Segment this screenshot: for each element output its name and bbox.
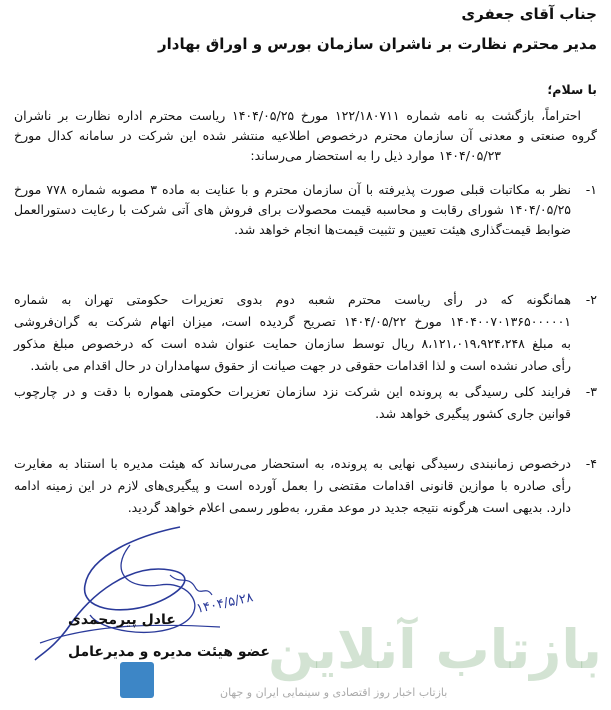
intro-line-1: احتراماً، بازگشت به نامه شماره ۱۲۲/۱۸۰۷۱۱ مورخ ۱۴۰۴/۰۵/۲۵ ریاست محترم اداره نظارت بر ناشران — [14, 108, 581, 123]
item-line: قوانین جاری کشور پیگیری خواهد شد. — [375, 406, 571, 421]
intro-line-3: ۱۴۰۴/۰۵/۲۳ موارد ذیل را به استحضار می‌رساند: — [250, 148, 501, 163]
item-line: رأی صادره با موازین قانونی اقدامات مقتضی را بعمل آورده است و پیگیری‌های لازم در این زمینه ادامه — [14, 478, 571, 493]
item-line: ۱۴۰۴۰۰۷۰۱۳۶۵۰۰۰۰۰۱ مورخ ۱۴۰۴/۰۵/۲۲ تصریح گردیده است، میزان اتهام شرکت به گران‌فروشی — [14, 314, 571, 329]
signer-title: عضو هیئت مدیره و مدیرعامل — [68, 644, 270, 660]
item-number: ۳- — [585, 384, 597, 399]
item-number: ۲- — [585, 292, 597, 307]
item-line: به مبلغ ۸،۱۲۱،۰۱۹،۹۲۴،۲۴۸ ریال توسط سازمان حمایت عنوان شده است که درخصوص مبلغ مذکور — [14, 336, 571, 351]
watermark-tagline: بازتاب اخبار روز اقتصادی و سینمایی ایران و جهان — [220, 686, 448, 699]
recipient-line: جناب آقای جعفری — [461, 5, 597, 23]
signer-name: عادل پیرمحمدی — [68, 612, 176, 628]
recipient-position: مدیر محترم نظارت بر ناشران سازمان بورس و اوراق بهادار — [157, 35, 597, 53]
watermark-logo-icon — [120, 662, 154, 698]
list-item — [14, 454, 597, 524]
item-number: ۴- — [585, 456, 597, 471]
list-item — [14, 382, 597, 432]
list-item — [14, 180, 597, 260]
item-line: ۱۴۰۴/۰۵/۲۵ شورای رقابت و محاسبه قیمت محصولات برای فروش های آتی شرکت با رعایت دستورالعمل — [14, 202, 571, 217]
item-line: رأی صادر نشده است و لذا اقدامات حقوقی در جهت صیانت از حقوق سهامداران در حال اقدام می باشد. — [30, 358, 571, 373]
item-line: ضوابط قیمت‌گذاری هیئت تعیین و تثبیت قیمت‌ها انجام خواهد شد. — [234, 222, 571, 237]
greeting: با سلام؛ — [547, 82, 597, 97]
item-line: نظر به مکاتبات قبلی صورت پذیرفته با آن سازمان محترم و با عنایت به ماده ۳ مصوبه شماره ۷۷۸ مورخ — [14, 182, 571, 197]
handwritten-signature — [30, 515, 250, 665]
watermark-brand: بازتاب آنلاین — [268, 618, 602, 681]
handwritten-date: ۱۴۰۴/۵/۲۸ — [195, 590, 255, 617]
item-line: همانگونه که در رأی ریاست محترم شعبه دوم بدوی تعزیرات حکومتی تهران به شماره — [14, 292, 571, 307]
list-item — [14, 290, 597, 380]
item-number: ۱- — [585, 182, 597, 197]
item-line: دارد. بدیهی است هرگونه نتیجه جدید در موعد مقرر، به‌طور رسمی اعلام خواهد گردید. — [127, 500, 571, 515]
item-line: فرایند کلی رسیدگی به پرونده این شرکت نزد سازمان تعزیرات حکومتی همواره با دقت و در چارچوب — [14, 384, 571, 399]
item-line: درخصوص زمانبندی رسیدگی نهایی به پرونده، به استحضار می‌رساند که هیئت مدیره با استناد به مغایرت — [14, 456, 571, 471]
intro-line-2: گروه صنعتی و معدنی آن سازمان محترم درخصوص اطلاعیه منتشر شده این شرکت در سامانه کدال مورخ — [14, 128, 597, 143]
